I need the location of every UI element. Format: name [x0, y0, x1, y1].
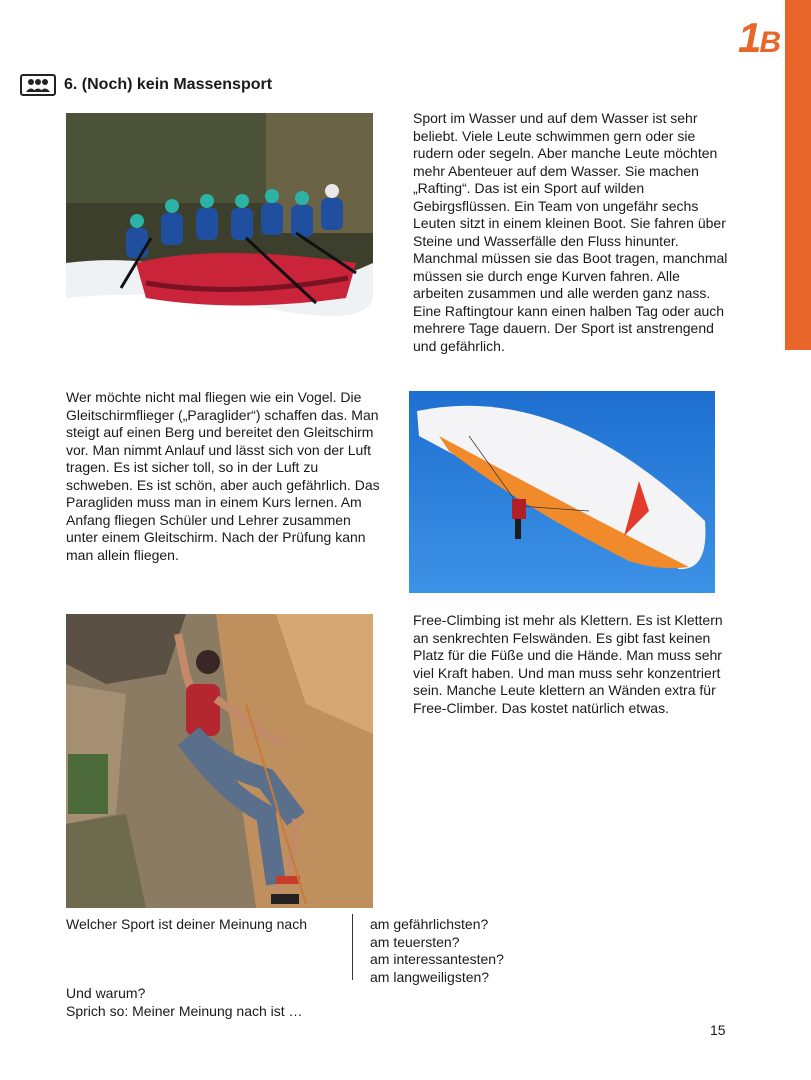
- answer-option: am gefährlichsten?: [370, 916, 489, 932]
- climbing-paragraph: Free-Climbing ist mehr als Klettern. Es ist Klettern an senkrechten Felswänden. Es gibt fast keinen Platz für die Füße und die Hände. Man muss sehr viel Kraft haben. Und man muss sehr konzentriert sein. Manche Leute klettern an Wänden extra für Free-Climber. Das kostet natürlich etwas.: [413, 612, 723, 716]
- question-stem: Welcher Sport ist deiner Meinung nach: [66, 916, 307, 932]
- answer-options: [370, 916, 504, 986]
- paragliding-paragraph: Wer möchte nicht mal fliegen wie ein Vogel. Die Gleitschirmflieger („Paraglider“) schaffen das. Man steigt auf einen Berg und bereitet den Gleitschirm vor. Man nimmt Anlauf und lässt sich von der Luft tragen. Es ist sicher toll, so in der Luft zu schweben. Es ist schön, aber auch gefährlich. Das Paragliden muss man in einem Kurs lernen. Am Anfang fliegen Schüler und Lehrer zusammen unter einem Gleitschirm. Nach der Prüfung kann man allein fliegen.: [66, 389, 380, 563]
- free-climbing-photo: [66, 614, 373, 908]
- section-header: [20, 74, 272, 96]
- paragliding-photo: [409, 391, 715, 593]
- question-divider: [352, 914, 353, 980]
- chapter-letter: B: [759, 26, 780, 59]
- answer-option: am interessantesten?: [370, 951, 504, 967]
- page-number: 15: [710, 1022, 726, 1038]
- rafting-paragraph: Sport im Wasser und auf dem Wasser ist sehr beliebt. Viele Leute schwimmen gern oder sie rudern oder segeln. Aber manche Leute möchten mehr Abenteuer auf dem Wasser. Sie machen „Rafting“. Das ist ein Sport auf wilden Gebirgsflüssen. Ein Team von ungefähr sechs Leuten sitzt in einem kleinen Boot. Sie fahren über Steine und Wasserfälle den Fluss hinunter. Manchmal müssen sie das Boot tragen, manchmal müssen sie durch enge Kurven fahren. Alle arbeiten zusammen und alle werden ganz nass. Eine Raftingtour kann einen halben Tag oder auch mehrere Tage dauern. Der Sport ist anstrengend und gefährlich.: [413, 110, 728, 354]
- group-discussion-icon: [20, 74, 56, 96]
- chapter-label: [738, 14, 779, 62]
- follow-up-question: Und warum?: [66, 985, 146, 1001]
- speaking-prompt: Sprich so: Meiner Meinung nach ist …: [66, 1003, 303, 1019]
- answer-option: am teuersten?: [370, 933, 460, 950]
- section-title: 6. (Noch) kein Massensport: [64, 76, 273, 93]
- answer-option: am langweiligsten?: [370, 968, 490, 985]
- chapter-number: 1: [738, 14, 760, 61]
- rafting-photo: [66, 113, 373, 335]
- chapter-accent-bar: [785, 0, 811, 350]
